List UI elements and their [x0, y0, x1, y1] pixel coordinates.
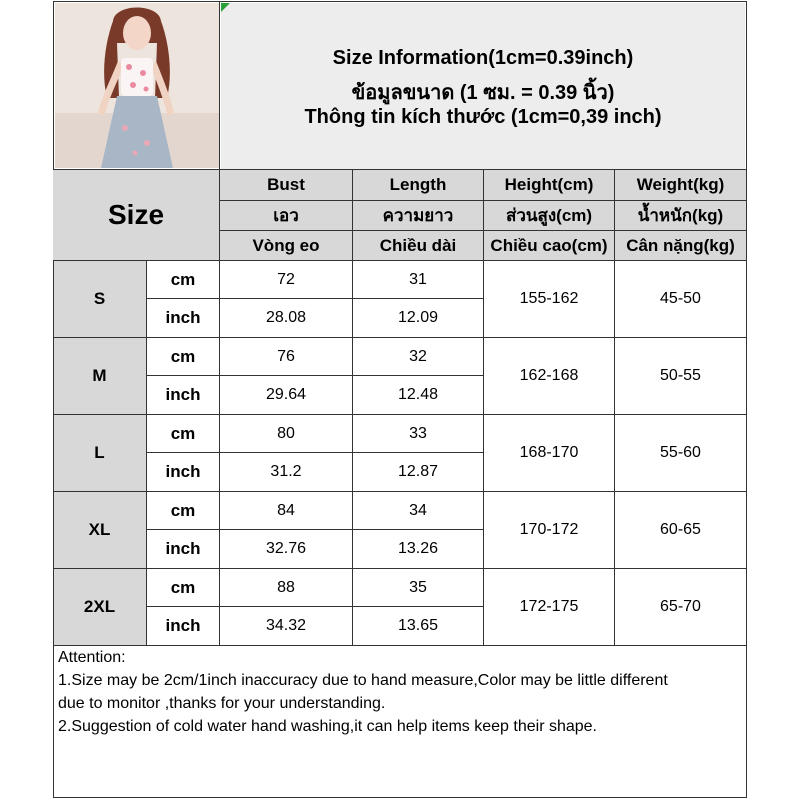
unit-inch-cell: inch [147, 453, 220, 492]
title-english: Size Information(1cm=0.39inch) [332, 47, 634, 69]
weight-cell: 60-65 [615, 492, 747, 569]
unit-cm-cell: cm [147, 261, 220, 299]
header-height-th: ส่วนสูง(cm) [484, 201, 615, 231]
height-cell: 170-172 [484, 492, 615, 569]
length-inch-cell: 12.87 [353, 453, 484, 492]
weight-cell: 65-70 [615, 569, 747, 646]
attention-notes [58, 646, 748, 738]
bust-inch-cell: 31.2 [220, 453, 353, 492]
bust-inch-cell: 29.64 [220, 376, 353, 415]
title-vietnamese: Thông tin kích thước (1cm=0,39 inch) [304, 106, 662, 128]
height-cell: 155-162 [484, 261, 615, 338]
header-height-vi: Chiều cao(cm) [484, 231, 615, 261]
length-cm-cell: 33 [353, 415, 484, 453]
title-box [221, 3, 745, 169]
bust-cm-cell: 76 [220, 338, 353, 376]
length-cm-cell: 34 [353, 492, 484, 530]
header-weight-vi: Cân nặng(kg) [615, 231, 747, 261]
header-weight-th: น้ำหนัก(kg) [615, 201, 747, 231]
table-left-border [53, 261, 54, 646]
weight-cell: 55-60 [615, 415, 747, 492]
length-inch-cell: 12.09 [353, 299, 484, 338]
length-inch-cell: 13.65 [353, 607, 484, 646]
unit-cm-cell: cm [147, 338, 220, 376]
length-cm-cell: 32 [353, 338, 484, 376]
bust-cm-cell: 84 [220, 492, 353, 530]
length-inch-cell: 13.26 [353, 530, 484, 569]
unit-inch-cell: inch [147, 376, 220, 415]
bust-inch-cell: 28.08 [220, 299, 353, 338]
weight-cell: 45-50 [615, 261, 747, 338]
unit-inch-cell: inch [147, 299, 220, 338]
title-thai: ข้อมูลขนาด (1 ซม. = 0.39 นิ้ว) [351, 82, 615, 104]
note-line: 1.Size may be 2cm/1inch inaccuracy due to hand measure,Color may be little different [58, 672, 668, 689]
unit-cm-cell: cm [147, 492, 220, 530]
size-label-cell: XL [53, 492, 147, 569]
height-cell: 172-175 [484, 569, 615, 646]
unit-inch-cell: inch [147, 607, 220, 646]
size-header: Size [53, 170, 220, 261]
height-cell: 168-170 [484, 415, 615, 492]
bust-cm-cell: 80 [220, 415, 353, 453]
header-height-en: Height(cm) [484, 170, 615, 201]
header-length-vi: Chiều dài [353, 231, 484, 261]
unit-cm-cell: cm [147, 569, 220, 607]
header-bust-vi: Vòng eo [220, 231, 353, 261]
header-length-th: ความยาว [353, 201, 484, 231]
size-label-cell: M [53, 338, 147, 415]
size-label-cell: S [53, 261, 147, 338]
bust-cm-cell: 88 [220, 569, 353, 607]
corner-accent [221, 3, 230, 12]
length-inch-cell: 12.48 [353, 376, 484, 415]
model-image [55, 3, 219, 168]
note-line: due to monitor ,thanks for your understanding. [58, 695, 386, 712]
header-bust-en: Bust [220, 170, 353, 201]
header-weight-en: Weight(kg) [615, 170, 747, 201]
notes-heading: Attention: [58, 649, 126, 666]
bust-inch-cell: 34.32 [220, 607, 353, 646]
size-label-cell: 2XL [53, 569, 147, 646]
height-cell: 162-168 [484, 338, 615, 415]
note-line: 2.Suggestion of cold water hand washing,it can help items keep their shape. [58, 718, 597, 735]
bust-cm-cell: 72 [220, 261, 353, 299]
unit-inch-cell: inch [147, 530, 220, 569]
header-bust-th: เอว [220, 201, 353, 231]
length-cm-cell: 35 [353, 569, 484, 607]
bust-inch-cell: 32.76 [220, 530, 353, 569]
weight-cell: 50-55 [615, 338, 747, 415]
header-length-en: Length [353, 170, 484, 201]
divider [219, 1, 220, 170]
unit-cm-cell: cm [147, 415, 220, 453]
product-photo [55, 3, 219, 168]
length-cm-cell: 31 [353, 261, 484, 299]
size-label-cell: L [53, 415, 147, 492]
